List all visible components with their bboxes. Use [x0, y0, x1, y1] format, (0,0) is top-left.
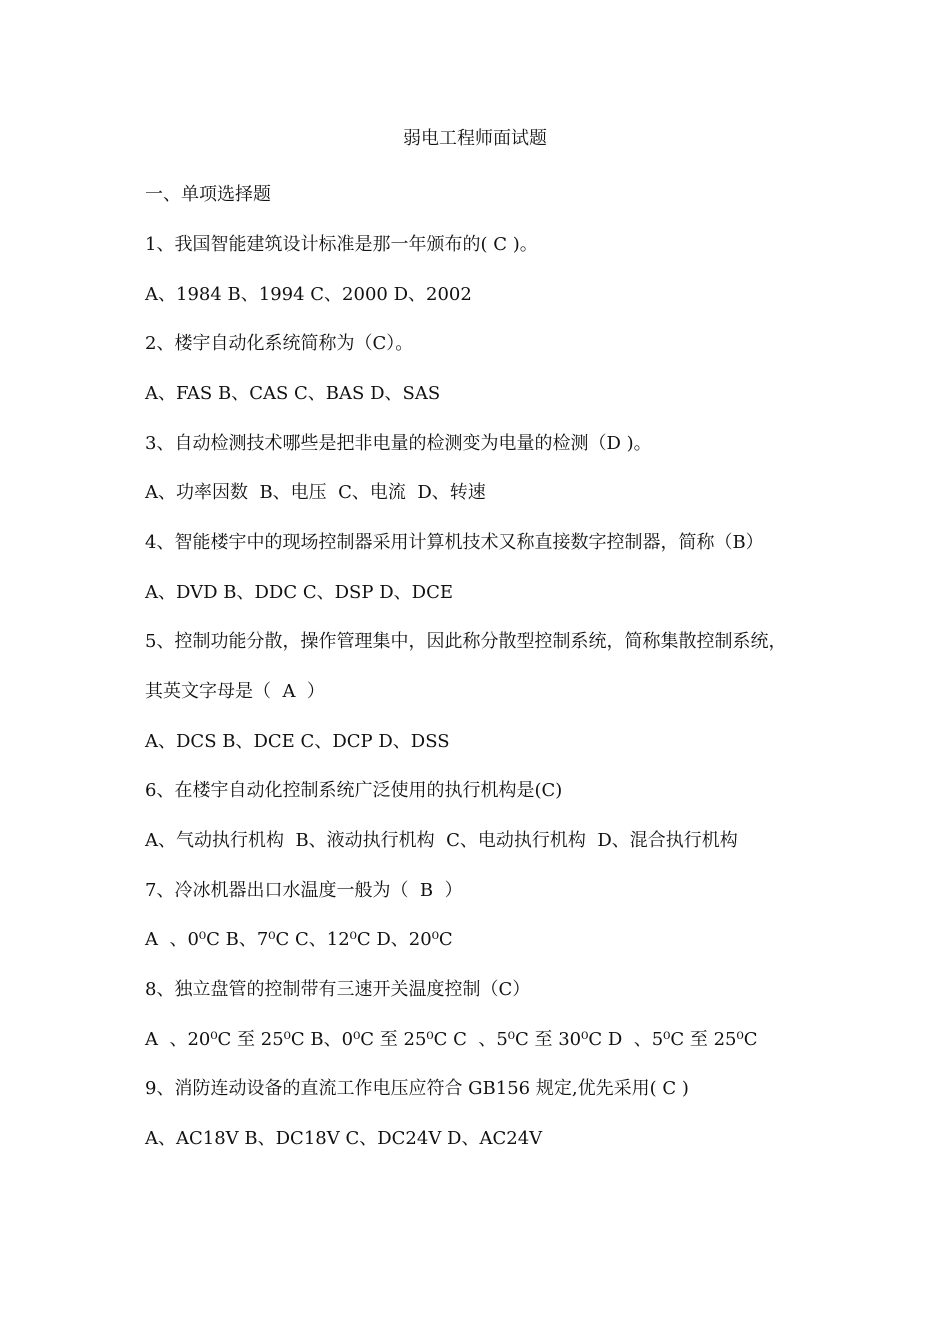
question-5: 5、控制功能分散，操作管理集中，因此称分散型控制系统，简称集散控制系统， — [145, 631, 787, 652]
question-4: 4、智能楼宇中的现场控制器采用计算机技术又称直接数字控制器，简称（B） — [145, 532, 764, 553]
question-8: 8、独立盘管的控制带有三速开关温度控制（C） — [145, 979, 531, 1000]
page-title: 弱电工程师面试题 — [403, 128, 547, 149]
question-9: 9、消防连动设备的直流工作电压应符合 GB156 规定,优先采用( C ) — [145, 1078, 689, 1099]
options-8: A 、20⁰C 至 25⁰C B、0⁰C 至 25⁰C C 、5⁰C 至 30⁰C D 、5⁰C 至 25⁰C — [145, 1029, 758, 1050]
options-2: A、FAS B、CAS C、BAS D、SAS — [145, 383, 441, 404]
options-4: A、DVD B、DDC C、DSP D、DCE — [145, 582, 453, 603]
options-9: A、AC18V B、DC18V C、DC24V D、AC24V — [145, 1128, 543, 1149]
question-6: 6、在楼宇自动化控制系统广泛使用的执行机构是(C) — [145, 780, 563, 801]
question-2: 2、楼宇自动化系统简称为（C）。 — [145, 333, 414, 354]
question-7: 7、冷冰机器出口水温度一般为（ B ） — [145, 880, 463, 901]
options-6: A、气动执行机构 B、液动执行机构 C、电动执行机构 D、混合执行机构 — [145, 830, 738, 851]
question-3: 3、自动检测技术哪些是把非电量的检测变为电量的检测（D )。 — [145, 433, 652, 454]
options-3: A、功率因数 B、电压 C、电流 D、转速 — [145, 482, 486, 503]
question-1: 1、我国智能建筑设计标准是那一年颁布的( C )。 — [145, 234, 538, 255]
section-heading: 一、单项选择题 — [145, 184, 271, 205]
options-7: A 、0⁰C B、7⁰C C、12⁰C D、20⁰C — [145, 929, 453, 950]
question-5-continued: 其英文字母是（ A ） — [145, 681, 325, 702]
options-5: A、DCS B、DCE C、DCP D、DSS — [145, 731, 450, 752]
options-1: A、1984 B、1994 C、2000 D、2002 — [145, 284, 472, 305]
